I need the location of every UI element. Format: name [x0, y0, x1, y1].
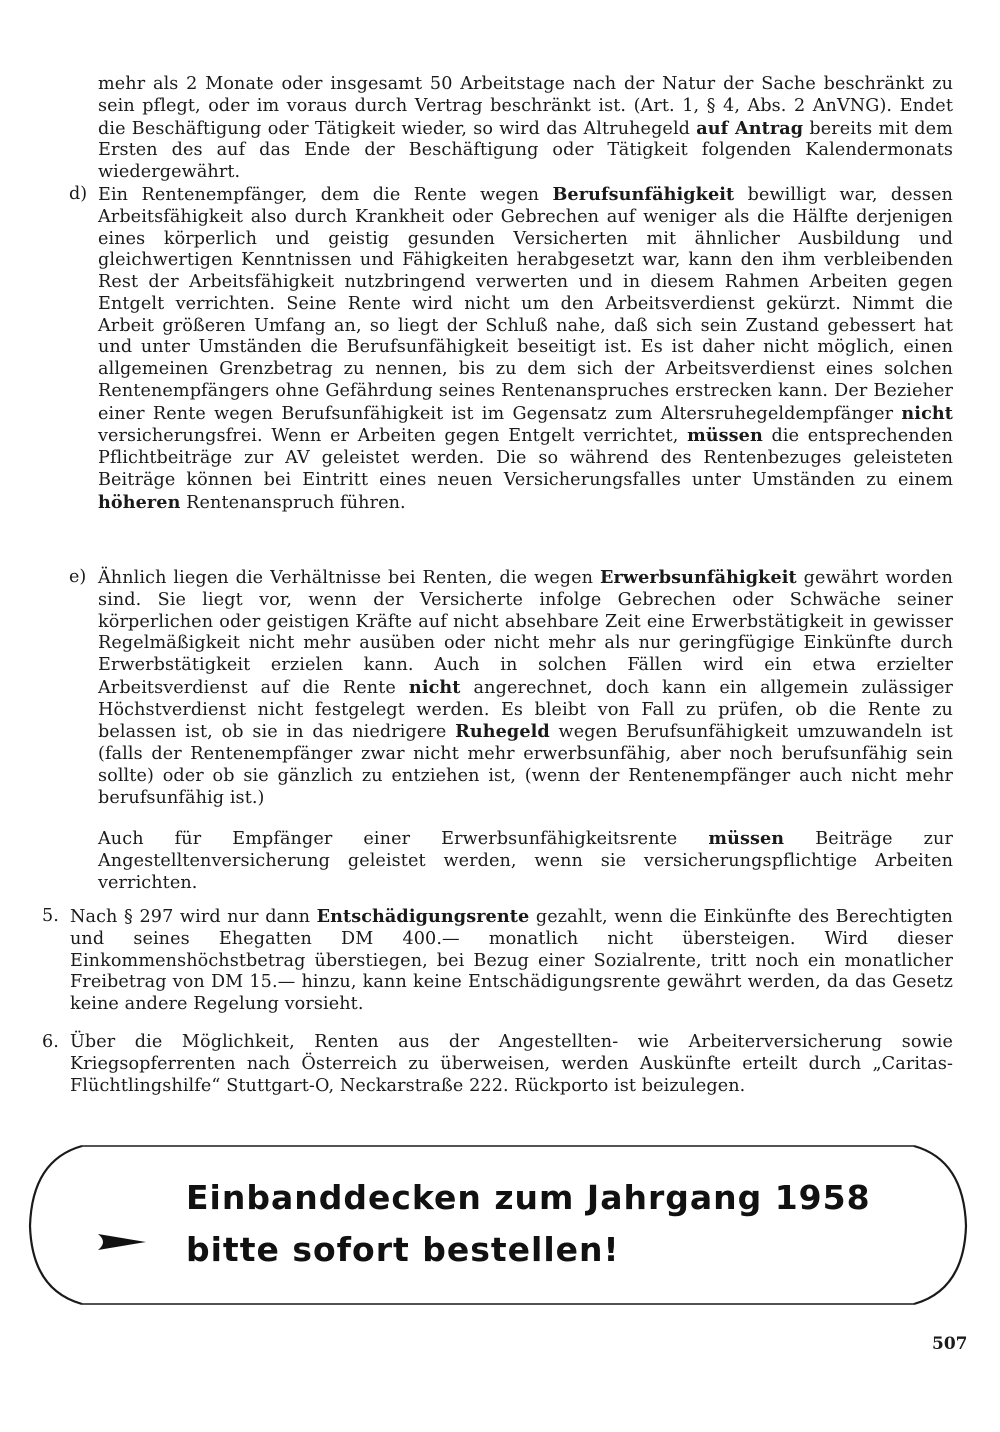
bold-run: Berufsunfähigkeit [552, 184, 735, 205]
bold-run: Erwerbsunfähigkeit [599, 567, 797, 588]
text-run: versicherungsfrei. Wenn er Arbeiten gegen Entgelt verrichtet, [98, 426, 688, 447]
item-6-marker: 6. [42, 1032, 59, 1052]
advert-frame [22, 1140, 974, 1310]
text-run: angerechnet, doch kann ein allgemein zulässiger Höchstverdienst nicht festgelegt werden. Es bleibt von Fall zu prüfen, ob die Rente zu belassen ist, ob sie in das niedrigere [98, 677, 953, 743]
text-run: bereits mit dem Ersten des auf das Ende der Beschäftigung oder Tätigkeit folgenden Kalendermonats wiedergewährt. [98, 118, 953, 182]
item-e-marker: e) [69, 567, 87, 587]
bold-run: auf Antrag [696, 117, 804, 139]
text-run: gewährt worden sind. Sie liegt vor, wenn der Versicherte infolge Gebrechen oder Schwäche seiner körperlichen oder geistigen Kräfte auf nicht absehbare Zeit eine Erwerbstätigkeit in gewisser Regelmäßigkeit nicht mehr ausüben oder nicht mehr als nur geringfügige Einkünfte durch Erwerbstätigkeit erzielen kann. Auch in solchen Fällen wird ein etwa erzielter Arbeitsverdienst auf die Rente [98, 568, 953, 698]
text-run: Beiträge zur Angestelltenversicherung geleistet werden, wenn sie versicherungspflichtige Arbeiten verrichten. [98, 829, 953, 893]
advert-headline: Einbanddecken zum Jahrgang 1958 [186, 1178, 871, 1217]
item-e-paragraph [98, 567, 953, 809]
bold-run: Ruhegeld [455, 721, 550, 743]
item-d-paragraph [98, 184, 953, 514]
text-run: Auch für Empfänger einer Erwerbsunfähigkeitsrente [98, 829, 709, 849]
pointer-arrow-icon [96, 1232, 148, 1252]
continuation-paragraph [98, 74, 953, 184]
text-run: die entsprechenden Pflichtbeiträge zur AV geleistet werden. Die so während des Rentenbezuges geleisteten Beiträge können bei Eintritt eines neuen Versicherungsfalles unter Umständen zu einem [98, 426, 953, 490]
item-e-second-paragraph [98, 828, 953, 894]
bold-run: nicht [901, 402, 953, 424]
bold-run: müssen [687, 425, 763, 447]
bold-run: müssen [708, 828, 785, 849]
text-run: Ähnlich liegen die Verhältnisse bei Renten, die wegen [98, 568, 600, 588]
item-d-marker: d) [69, 184, 88, 204]
bold-run: höheren [98, 491, 181, 513]
text-run: Nach § 297 wird nur dann [70, 907, 317, 927]
text-run: Rentenanspruch führen. [180, 492, 406, 513]
bold-run: nicht [408, 676, 461, 698]
item-5-marker: 5. [42, 906, 59, 926]
text-run: mehr als 2 Monate oder insgesamt 50 Arbeitstage nach der Natur der Sache beschränkt zu sein pflegt, oder im voraus durch Vertrag beschränkt ist. (Art. 1, § 4, Abs. 2 AnVNG). Endet die Beschäftigung oder Tätigkeit wieder, so wird das Altruhegeld [98, 74, 953, 139]
advert-subline: bitte sofort bestellen! [186, 1230, 620, 1269]
text-run: gezahlt, wenn die Einkünfte des Berechtigten und seines Ehegatten DM 400.— monatlich nicht übersteigen. Wird dieser Einkommenshöchstbetrag überstiegen, bei Bezug einer Sozialrente, tritt noch ein monatlicher Freibetrag von DM 15.— hinzu, kann keine Entschädigungsrente gewährt werden, da das Gesetz keine andere Regelung vorsieht. [70, 907, 953, 1014]
item-5-paragraph [70, 906, 953, 1016]
text-run: Ein Rentenempfänger, dem die Rente wegen [98, 185, 553, 205]
text-run: bewilligt war, dessen Arbeitsfähigkeit also durch Krankheit oder Gebrechen auf weniger als die Hälfte derjenigen eines körperlich und geistig gesunden Versicherten mit ähnlicher Ausbildung und gleichwertigen Kenntnissen und Fähigkeiten herabgesetzt war, kann den ihm verbleibenden Rest der Arbeitsfähigkeit nutzbringend verwerten und in diesem Rahmen Arbeiten gegen Entgelt verrichten. Seine Rente wird nicht um den Arbeitsverdienst gekürzt. Nimmt die Arbeit größeren Umfang an, so liegt der Schluß nahe, daß sich sein Zustand gebessert hat und unter Umständen die Berufsunfähigkeit beseitigt ist. Es ist daher nicht möglich, einen allgemeinen Grenzbetrag zu nennen, bis zu dem sich der Arbeitsverdienst eines solchen Rentenempfängers ohne Gefährdung seines Rentenanspruches erstrecken kann. Der Bezieher einer Rente wegen Berufsunfähigkeit ist im Gegensatz zum Altersruhegeldempfänger [98, 185, 953, 424]
bold-run: Entschädigungsrente [316, 906, 530, 927]
text-run: wegen Berufsunfähigkeit umzuwandeln ist (falls der Rentenempfänger zwar nicht mehr erwerbsunfähig, aber noch berufsunfähig sein sollte) oder ob sie gänzlich zu entziehen ist, (wenn der Rentenempfänger auch nicht mehr berufsunfähig ist.) [98, 722, 953, 808]
item-6-paragraph: Über die Möglichkeit, Renten aus der Angestellten- wie Arbeiterversicherung sowie Kriegsopferrenten nach Österreich zu überweisen, werden Auskünfte erteilt durch „Caritas-Flüchtlingshilfe“ Stuttgart-O, Neckarstraße 222. Rückporto ist beizulegen. [70, 1032, 953, 1096]
page-number: 507 [932, 1334, 968, 1354]
